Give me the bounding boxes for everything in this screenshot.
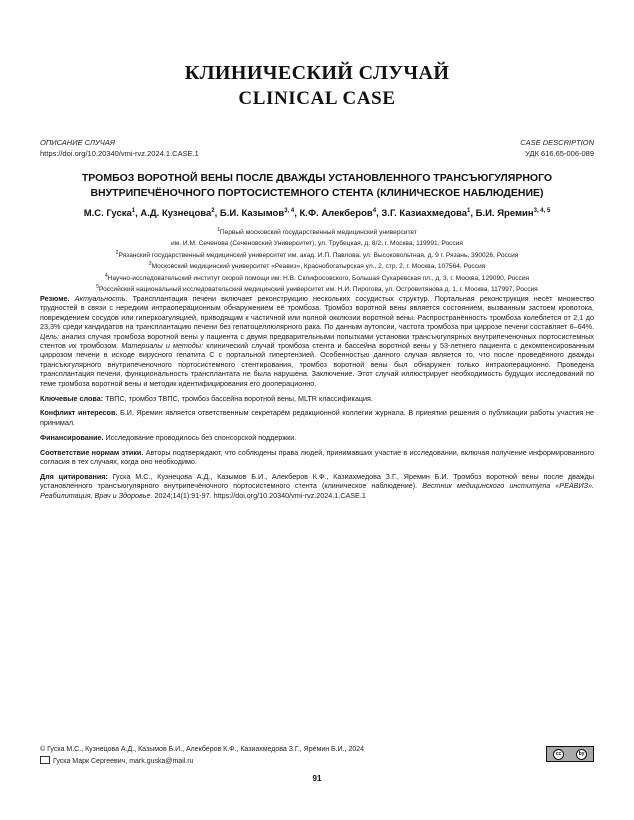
author: М.С. Гуска [83,208,132,220]
section-header-ru: КЛИНИЧЕСКИЙ СЛУЧАЙ [184,62,450,84]
funding: Финансирование. Исследование проводилось без спонсорской поддержки. [40,432,297,442]
section-header-en: CLINICAL CASE [238,88,396,109]
affiliation-line: $^5$Российский национальный исследовательский медицинский университет им. Н.И. Пирогова, ул. Островитянова д. 1, г. Москва, 117997, Россия [96,283,538,294]
author: Б.И. Казымов [219,208,285,220]
affiliations [40,226,594,294]
meta-right [520,137,594,159]
affiliation-line: $^2$Рязанский государственный медицинский университет им. акад. И.П. Павлова, ул. Высоковольтная, д. 9 г. Рязань, 390026, Россия [115,249,519,259]
contact-line [40,755,364,767]
author: З.Г. Казиахмедова [381,208,468,220]
author: А.Д. Кузнецова [140,208,212,220]
mail-icon [40,756,50,764]
citation: Для цитирования: Гуска М.С., Кузнецова А.Д., Казымов Б.И., Алекберов К.Ф., Казиахмедова З.Г., Яремин Б.И. Тромбоз воротной вены после дважды установленного трансъюгулярного внутрипечёночного портосистемного стента (клиническое наблюдение). Вестник медицинского института «РЕАВИЗ». Реабилитация, Врач и Здоровье. 2024;14(1):91-97. https://doi.org/10.20340/vmi-rvz.2024.1.CASE.1 [40,472,594,500]
author: К.Ф. Алекберов [299,208,373,220]
affiliation-line: $^1$Первый московский государственный медицинский университет [217,227,417,237]
affiliation-line: им. И.М. Сеченова (Сеченовский Университет), ул. Трубецкая, д. 8/2, г. Москва, 119991, Россия [171,240,463,248]
author: Б.И. Яремин [475,208,534,220]
author-list: М.С. Гуска$^1$, А.Д. Кузнецова$^2$, Б.И. Казымов$^{3, 4}$, К.Ф. Алекберов$^4$, З.Г. Казиахмедова$^1$, Б.И. Яремин$^{3, 4, 5}$ [83,208,551,220]
keywords: Ключевые слова: ТВПС, тромбоз ТВПС, тромбоз бассейна воротной вены, MLTR классификация. [40,393,373,403]
conflict-of-interest: Конфликт интересов. Б.И. Яремин является ответственным секретарём редакционной коллегии журнала. В принятии решения о публикации работы участия не принимал. [40,408,594,427]
article-body [40,294,594,506]
page-number: 91 [312,774,322,783]
cc-icon: cc [553,749,564,760]
article-type-ru: ОПИСАНИЕ СЛУЧАЯ [40,138,115,147]
cc-license-badge[interactable] [546,746,594,762]
meta-left [40,137,199,159]
ethics: Соответствие нормам этики. Авторы подтверждают, что соблюдены права людей, принимавших участие в исследовании, включая получение информированного согласия в тех случаях, когда оно необходимо. [40,447,595,467]
udc-code: УДК 616.65-006-089 [525,149,594,158]
article-title: ТРОМБОЗ ВОРОТНОЙ ВЕНЫ ПОСЛЕ ДВАЖДЫ УСТАНОВЛЕННОГО ТРАНСЪЮГУЛЯРНОГО ВНУТРИПЕЧЁНОЧНОГО ПОРТОСИСТЕМНОГО СТЕНТА (КЛИНИЧЕСКОЕ НАБЛЮДЕНИЕ) [81,172,553,199]
footer [40,745,364,767]
article-type-en: CASE DESCRIPTION [520,138,594,147]
doi-link[interactable]: https://doi.org/10.20340/vmi-rvz.2024.1.CASE.1 [40,149,199,158]
copyright: © Гуска М.С., Кузнецова А.Д., Казымов Б.И., Алекберов К.Ф., Казиахмедова З.Г., Яремин Б.И., 2024 [40,746,365,753]
affiliation-line: $^4$Научно-исследовательский институт скорой помощи им. Н.В. Склифосовского, Большая Сухаревская пл., д. 3, г. Москва, 129090, Россия [104,272,530,282]
contact-text[interactable]: Гуска Марк Сергеевич, mark.guska@mail.ru [53,758,194,765]
affiliation-line: $^3$Московский медицинский университет «Реавиз», Краснобогатырская ул., 2, стр. 2, г. Москва, 107564, Россия [148,261,486,271]
by-icon: by [576,749,587,760]
abstract: Резюме. Актуальность. Трансплантация печени включает реконструкцию нескольких сосудистых структур. Портальная реконструкция несёт множество трудностей в связи с нередким интраоперационным обнаружением её тромбоза. Тромбоз воротной вены является состоянием, вызванным застоем кровотока, повреждением сосудов или гиперкоагуляцией, приводящим к частичной или полной окклюзии воротной вены. Распространённость тромбоза колеблется от 2,1 до 23,3% среди кандидатов на трансплантацию печени без гепатоцеллюлярного рака. По данным аутопсии, частота тромбоза при циррозе печени составляет 6–64%. Цель: анализ случая тромбоза воротной вены у пациента с двумя предварительными попытками установки трансъюгулярных внутрипеченочных портосистемных стентов их тромбозом. Материалы и методы: клинический случай тромбоза стента и бассейна воротной вены у 53-летнего пациента с декомпенсированным циррозом печени в исходе вирусного гепатита С с портальной гипертензией. Особенностью данного случая является то, что после проведённого дважды трансъюгулярного внутрипеченочного портосистемного стентирования, тромбоз воротной вены был обнаружен только интраоперационно. Проведена трансплантация печени, функциональность трансплантата не была нарушена. Заключение. Этот случай иллюстрирует необходимость будущих исследований по теме тромбоза воротной вены и методик идентифицирования его дооперационно. [40,294,595,388]
